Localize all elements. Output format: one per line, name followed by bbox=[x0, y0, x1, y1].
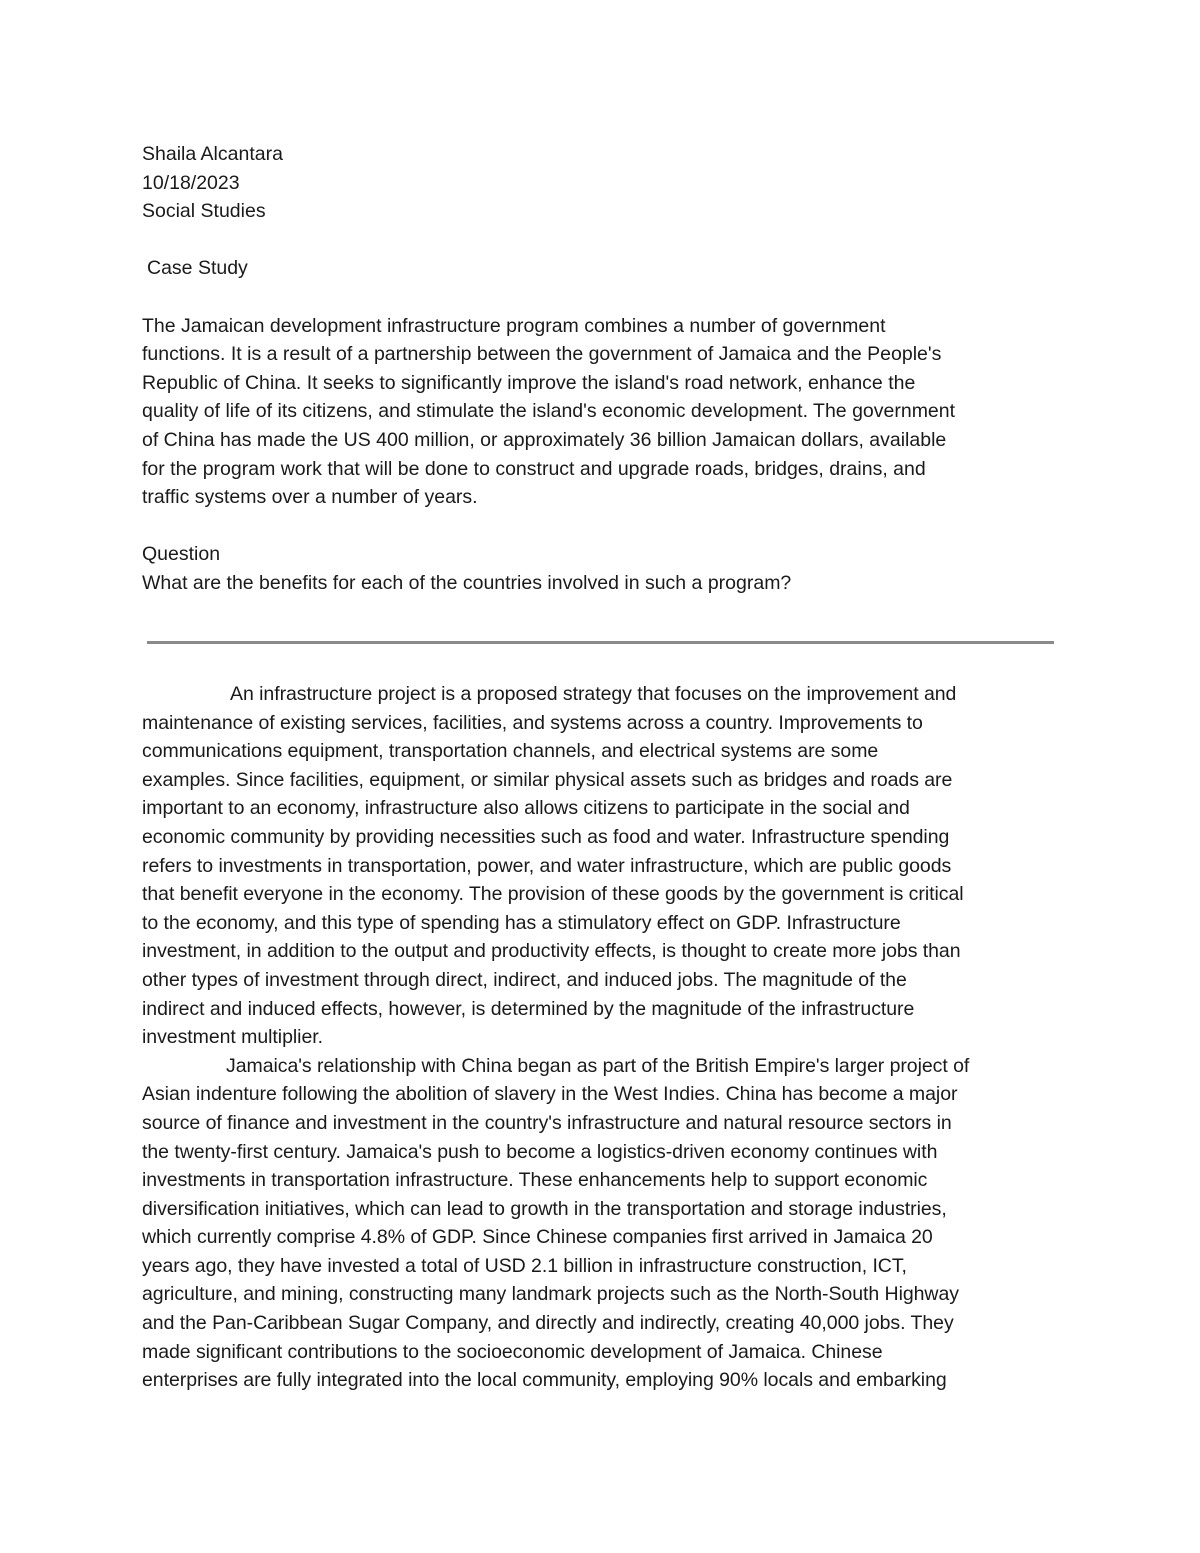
horizontal-divider bbox=[147, 641, 1054, 644]
answer-line: investment, in addition to the output and productivity effects, is thought to create more jobs than bbox=[142, 940, 961, 963]
answer-line: made significant contributions to the socioeconomic development of Jamaica. Chinese bbox=[142, 1340, 883, 1363]
case-text-line: Republic of China. It seeks to significantly improve the island's road network, enhance the bbox=[142, 371, 916, 394]
answer-paragraph-2 bbox=[142, 1052, 1062, 1395]
answer-line: An infrastructure project is a proposed strategy that focuses on the improvement and bbox=[230, 683, 957, 705]
spacer bbox=[142, 512, 1062, 541]
answer-section bbox=[142, 680, 1062, 1395]
document-date: 10/18/2023 bbox=[142, 171, 240, 194]
answer-line: other types of investment through direct, indirect, and induced jobs. The magnitude of the bbox=[142, 968, 907, 991]
case-text-line: traffic systems over a number of years. bbox=[142, 486, 478, 509]
answer-line: years ago, they have invested a total of USD 2.1 billion in infrastructure construction, ICT, bbox=[142, 1254, 907, 1277]
spacer bbox=[142, 226, 1062, 255]
answer-line: diversification initiatives, which can lead to growth in the transportation and storage industries, bbox=[142, 1197, 947, 1220]
author-name: Shaila Alcantara bbox=[142, 143, 283, 165]
answer-paragraph-1 bbox=[142, 680, 1062, 1052]
answer-line: agriculture, and mining, constructing many landmark projects such as the North-South Highway bbox=[142, 1283, 959, 1306]
question-label: Question bbox=[142, 543, 221, 566]
answer-line: examples. Since facilities, equipment, or similar physical assets such as bridges and roads are bbox=[142, 768, 953, 791]
answer-line: refers to investments in transportation, power, and water infrastructure, which are public goods bbox=[142, 854, 952, 877]
question-text: What are the benefits for each of the countries involved in such a program? bbox=[142, 571, 792, 594]
answer-line: Jamaica's relationship with China began as part of the British Empire's larger project of bbox=[226, 1054, 970, 1077]
answer-line: enterprises are fully integrated into the local community, employing 90% locals and embarking bbox=[142, 1369, 947, 1392]
case-text-line: quality of life of its citizens, and stimulate the island's economic development. The government bbox=[142, 400, 956, 423]
answer-line: indirect and induced effects, however, is determined by the magnitude of the infrastructure bbox=[142, 997, 915, 1020]
answer-line: maintenance of existing services, facilities, and systems across a country. Improvements to bbox=[142, 711, 923, 734]
document-header-section bbox=[142, 140, 1062, 598]
answer-line: that benefit everyone in the economy. The provision of these goods by the government is critical bbox=[142, 883, 964, 906]
answer-line: investment multiplier. bbox=[142, 1026, 323, 1049]
answer-line: important to an economy, infrastructure also allows citizens to participate in the social and bbox=[142, 797, 910, 820]
case-text-line: for the program work that will be done to construct and upgrade roads, bridges, drains, and bbox=[142, 457, 926, 480]
answer-line: Asian indenture following the abolition of slavery in the West Indies. China has become a major bbox=[142, 1083, 958, 1106]
document-subject: Social Studies bbox=[142, 200, 266, 223]
case-text-line: functions. It is a result of a partnership between the government of Jamaica and the People's bbox=[142, 343, 942, 366]
case-study-paragraph bbox=[142, 312, 1062, 512]
answer-line: to the economy, and this type of spending has a stimulatory effect on GDP. Infrastructure bbox=[142, 911, 901, 934]
document-title: Case Study bbox=[147, 257, 248, 280]
case-text-line: The Jamaican development infrastructure program combines a number of government bbox=[142, 314, 886, 337]
answer-line: source of finance and investment in the country's infrastructure and natural resource sectors in bbox=[142, 1111, 952, 1134]
answer-line: investments in transportation infrastructure. These enhancements help to support economic bbox=[142, 1169, 928, 1192]
spacer bbox=[142, 283, 1062, 312]
answer-line: communications equipment, transportation channels, and electrical systems are some bbox=[142, 740, 879, 763]
answer-line: which currently comprise 4.8% of GDP. Since Chinese companies first arrived in Jamaica 20 bbox=[142, 1226, 933, 1249]
answer-line: the twenty-first century. Jamaica's push to become a logistics-driven economy continues with bbox=[142, 1140, 938, 1163]
case-text-line: of China has made the US 400 million, or approximately 36 billion Jamaican dollars, available bbox=[142, 428, 947, 451]
answer-line: and the Pan-Caribbean Sugar Company, and directly and indirectly, creating 40,000 jobs. They bbox=[142, 1312, 954, 1335]
answer-line: economic community by providing necessities such as food and water. Infrastructure spending bbox=[142, 825, 950, 848]
